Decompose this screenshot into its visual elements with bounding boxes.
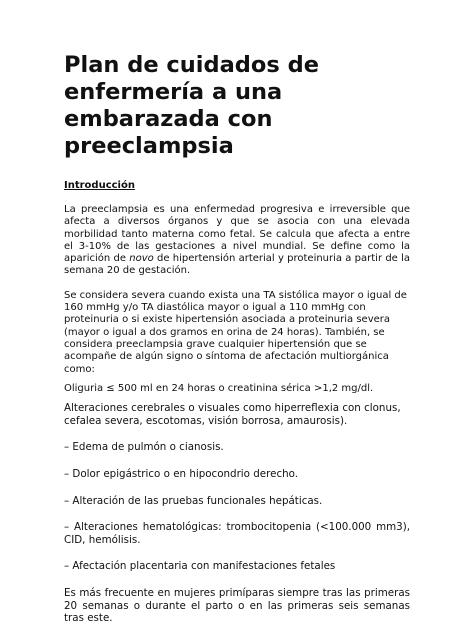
intro-paragraph [64, 204, 410, 278]
cerebral-line: Alteraciones cerebrales o visuales como hiperreflexia con clonus, cefalea severa, escotomas, visión borrosa, amaurosis). [64, 402, 401, 427]
intro-text-end: de hipertensión arterial y proteinuria a partir de la semana 20 de gestación. [64, 253, 410, 277]
document-title: Plan de cuidados de enfermería a una embarazada con preeclampsia [64, 52, 319, 159]
list-item: – Alteración de las pruebas funcionales hepáticas. [64, 494, 323, 507]
list-item: – Afectación placentaria con manifestaciones fetales [64, 560, 336, 573]
intro-text-start: La preeclampsia es una enfermedad progresiva e irreversible que afecta a diversos órganos y que se asocia con una elevada morbilidad tanto materna como fetal. Se calcula que afecta a entre el 3-10% de las gestaciones a nivel mundial. Se define como la aparición de [64, 204, 410, 265]
severity-paragraph: Se considera severa cuando exista una TA sistólica mayor o igual de 160 mmHg y/o TA diastólica mayor o igual a 110 mmHg con proteinuria o si existe hipertensión asociada a proteinuria severa (mayor o igual a dos gramos en orina de 24 horas). También, se considera preeclampsia grave cualquier hipertensión que se acompañe de algún signo o síntoma de afectación multiorgánica como: [64, 289, 407, 375]
section-heading-introduccion: Introducción [64, 180, 135, 191]
list-item: – Edema de pulmón o cianosis. [64, 441, 224, 454]
list-item: – Alteraciones hematológicas: trombocitopenia (<100.000 mm3), CID, hemólisis. [64, 521, 410, 546]
list-item: – Dolor epigástrico o en hipocondrio derecho. [64, 467, 299, 480]
oliguria-line: Oliguria ≤ 500 ml en 24 horas o creatinina sérica >1,2 mg/dl. [64, 382, 374, 394]
closing-paragraph: Es más frecuente en mujeres primíparas siempre tras las primeras 20 semanas o durante el parto o en las primeras seis semanas tras este. [64, 586, 410, 625]
document-page [64, 52, 410, 625]
intro-italic-word: novo [129, 253, 154, 265]
